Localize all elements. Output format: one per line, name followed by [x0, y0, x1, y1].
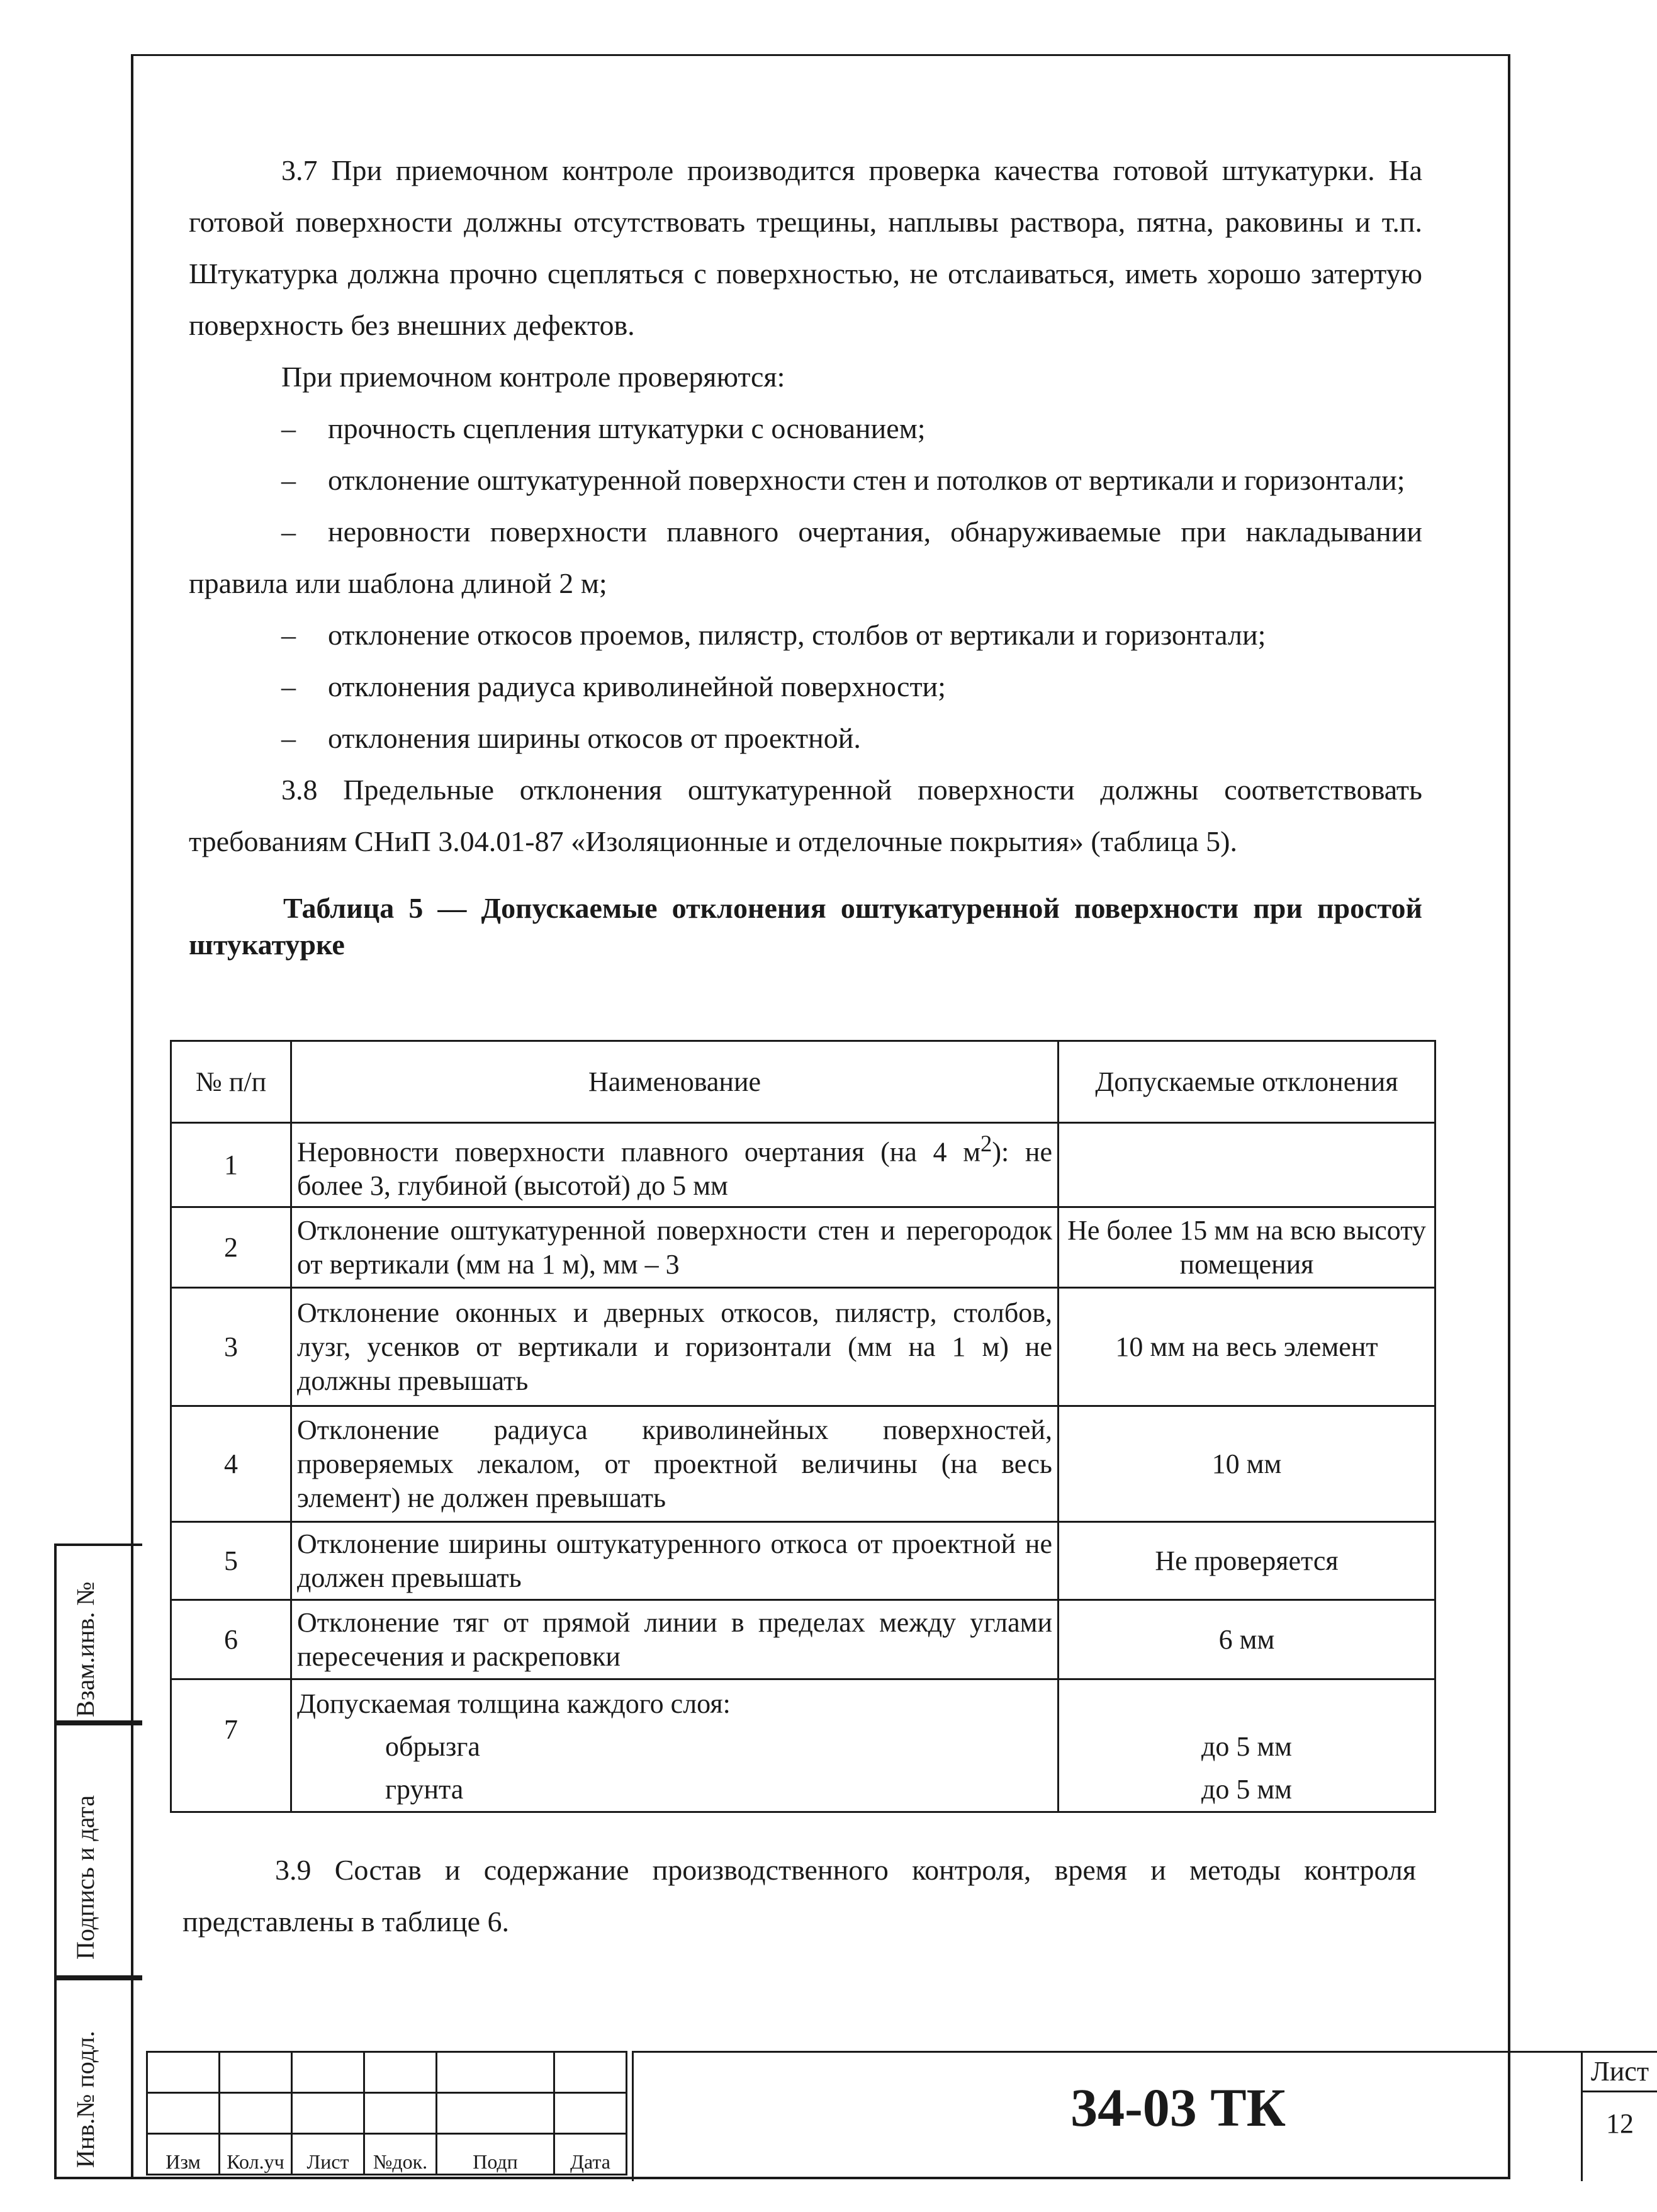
sheet-number: 12: [1606, 2108, 1634, 2139]
side-box-replaced-inv: [54, 1543, 142, 1723]
row-num: 3: [171, 1288, 291, 1406]
paragraph-3-8: 3.8 Предельные отклонения оштукатуренной поверхности должны соответствовать требованиям СНиП 3.04.01-87 «Изоляционные и отделочные покрытия» (таблица 5).: [189, 774, 1422, 857]
row-name-part: Неровности поверхности плавного очертания (на 4 м: [297, 1136, 981, 1168]
paragraph-3-7: 3.7 При приемочном контроле производится проверка качества готовой штукатурки. На готовой поверхности должны отсутствовать трещины, наплывы раствора, пятна, раковины и т.п. Штукатурка должна прочно сцепляться с поверхностью, не отслаиваться, иметь хорошо затертую поверхность без внешних дефектов.: [189, 154, 1422, 341]
row-tolerance: [1059, 1123, 1435, 1207]
row-num: 2: [171, 1207, 291, 1288]
table-row: [171, 1288, 1435, 1406]
grid-cell: [554, 2093, 627, 2134]
list-item: [189, 661, 1422, 713]
side-label-signature: Подпись и дата: [71, 1795, 99, 1960]
list-item: [189, 403, 1422, 454]
table-row: [171, 1679, 1435, 1812]
tolerance-table: [170, 1040, 1436, 1813]
row-tolerance: Не более 15 мм на всю высоту помещения: [1059, 1207, 1435, 1288]
list-item-text: отклонение откосов проемов, пилястр, столбов от вертикали и горизонтали;: [328, 619, 1266, 651]
col-label: №док.: [364, 2134, 437, 2175]
row-tolerance: Не проверяется: [1059, 1522, 1435, 1600]
list-item-text: неровности поверхности плавного очертания, обнаруживаемые при накладывании правила или шаблона длиной 2 м;: [189, 516, 1422, 599]
row-name-superscript: 2: [980, 1130, 992, 1156]
grid-cell: [292, 2052, 364, 2093]
sheet-label: Лист: [1583, 2053, 1657, 2092]
layer-label: обрызга: [385, 1731, 480, 1762]
list-item: [189, 713, 1422, 764]
side-box-orig-inv: [54, 1978, 142, 2179]
col-label: Лист: [292, 2134, 364, 2175]
checked-intro: При приемочном контроле проверяются:: [281, 361, 785, 393]
row-num: 5: [171, 1522, 291, 1600]
layer-label: грунта: [385, 1774, 464, 1805]
table-row: [171, 1600, 1435, 1679]
row-name: Отклонение ширины оштукатуренного откоса от проектной не должен превышать: [291, 1522, 1059, 1600]
dash-bullet: –: [281, 619, 296, 651]
row-name: Отклонение оконных и дверных откосов, пилястр, столбов, лузг, усенков от вертикали и горизонтали (мм на 1 м) не должны превышать: [291, 1288, 1059, 1406]
revision-grid: [146, 2051, 627, 2175]
grid-cell: [147, 2052, 220, 2093]
grid-cell: [437, 2093, 554, 2134]
row-name: Отклонение тяг от прямой линии в пределах между углами пересечения и раскреповки: [291, 1600, 1059, 1679]
grid-cell: [220, 2052, 292, 2093]
row-name: [291, 1679, 1059, 1812]
row-name-part: ): не более 3, глубиной (высотой) до 5 мм: [297, 1136, 1052, 1202]
dash-bullet: –: [281, 516, 296, 548]
side-label-replaced-inv: Взам.инв. №: [71, 1581, 99, 1717]
dash-bullet: –: [281, 670, 296, 703]
row-name: [291, 1123, 1059, 1207]
row-num: 7: [171, 1679, 291, 1812]
revision-labels: [147, 2134, 627, 2175]
row-name-lead: Допускаемая толщина каждого слоя:: [297, 1688, 731, 1719]
row-tolerance: 10 мм: [1059, 1406, 1435, 1522]
table-row: [171, 1406, 1435, 1522]
grid-cell: [437, 2052, 554, 2093]
side-box-signature: [54, 1723, 142, 1978]
header-tolerance: Допускаемые отклонения: [1059, 1041, 1435, 1123]
list-item-text: прочность сцепления штукатурки с основанием;: [328, 412, 926, 444]
table-header-row: [171, 1041, 1435, 1123]
dash-bullet: –: [281, 722, 296, 754]
list-item-text: отклонения ширины откосов от проектной.: [328, 722, 861, 754]
layer-tolerance: до 5 мм: [1201, 1731, 1293, 1762]
row-name: Отклонение радиуса криволинейных поверхностей, проверяемых лекалом, от проектной величины (на весь элемент) не должен превышать: [291, 1406, 1059, 1522]
list-item-text: отклонение оштукатуренной поверхности стен и потолков от вертикали и горизонтали;: [328, 464, 1405, 496]
dash-bullet: –: [281, 412, 296, 444]
row-num: 4: [171, 1406, 291, 1522]
list-item: [189, 454, 1422, 506]
row-tolerance: 6 мм: [1059, 1600, 1435, 1679]
paragraph-3-9: 3.9 Состав и содержание производственного контроля, время и методы контроля представлены в таблице 6.: [183, 1854, 1416, 1938]
dash-bullet: –: [281, 464, 296, 496]
col-label: Дата: [554, 2134, 627, 2175]
col-label: Изм: [147, 2134, 220, 2175]
col-label: Подп: [437, 2134, 554, 2175]
grid-cell: [147, 2093, 220, 2134]
layer-tolerance: до 5 мм: [1201, 1774, 1293, 1805]
body-text: [189, 145, 1422, 963]
table-row: [171, 1522, 1435, 1600]
row-name: Отклонение оштукатуренной поверхности стен и перегородок от вертикали (мм на 1 м), мм – 3: [291, 1207, 1059, 1288]
sheet-box: [1581, 2051, 1657, 2181]
row-num: 6: [171, 1600, 291, 1679]
row-tolerance: [1059, 1679, 1435, 1812]
title-block: [146, 2051, 1649, 2179]
header-num: № п/п: [171, 1041, 291, 1123]
header-name: Наименование: [291, 1041, 1059, 1123]
col-label: Кол.уч: [220, 2134, 292, 2175]
list-item: [189, 506, 1422, 609]
closing-text: [183, 1844, 1416, 1948]
table-caption: Таблица 5 — Допускаемые отклонения оштукатуренной поверхности при простой штукатурке: [189, 892, 1422, 961]
grid-cell: [364, 2052, 437, 2093]
side-label-orig-inv: Инв.№ подл.: [71, 2031, 99, 2168]
side-stamp: [54, 1543, 142, 2179]
document-code: 34-03 ТК: [1070, 2077, 1286, 2138]
row-tolerance: 10 мм на весь элемент: [1059, 1288, 1435, 1406]
grid-cell: [292, 2093, 364, 2134]
grid-cell: [220, 2093, 292, 2134]
row-num: 1: [171, 1123, 291, 1207]
table-row: [171, 1207, 1435, 1288]
grid-cell: [554, 2052, 627, 2093]
grid-cell: [364, 2093, 437, 2134]
list-item-text: отклонения радиуса криволинейной поверхности;: [328, 670, 946, 703]
table-row: [171, 1123, 1435, 1207]
list-item: [189, 609, 1422, 661]
